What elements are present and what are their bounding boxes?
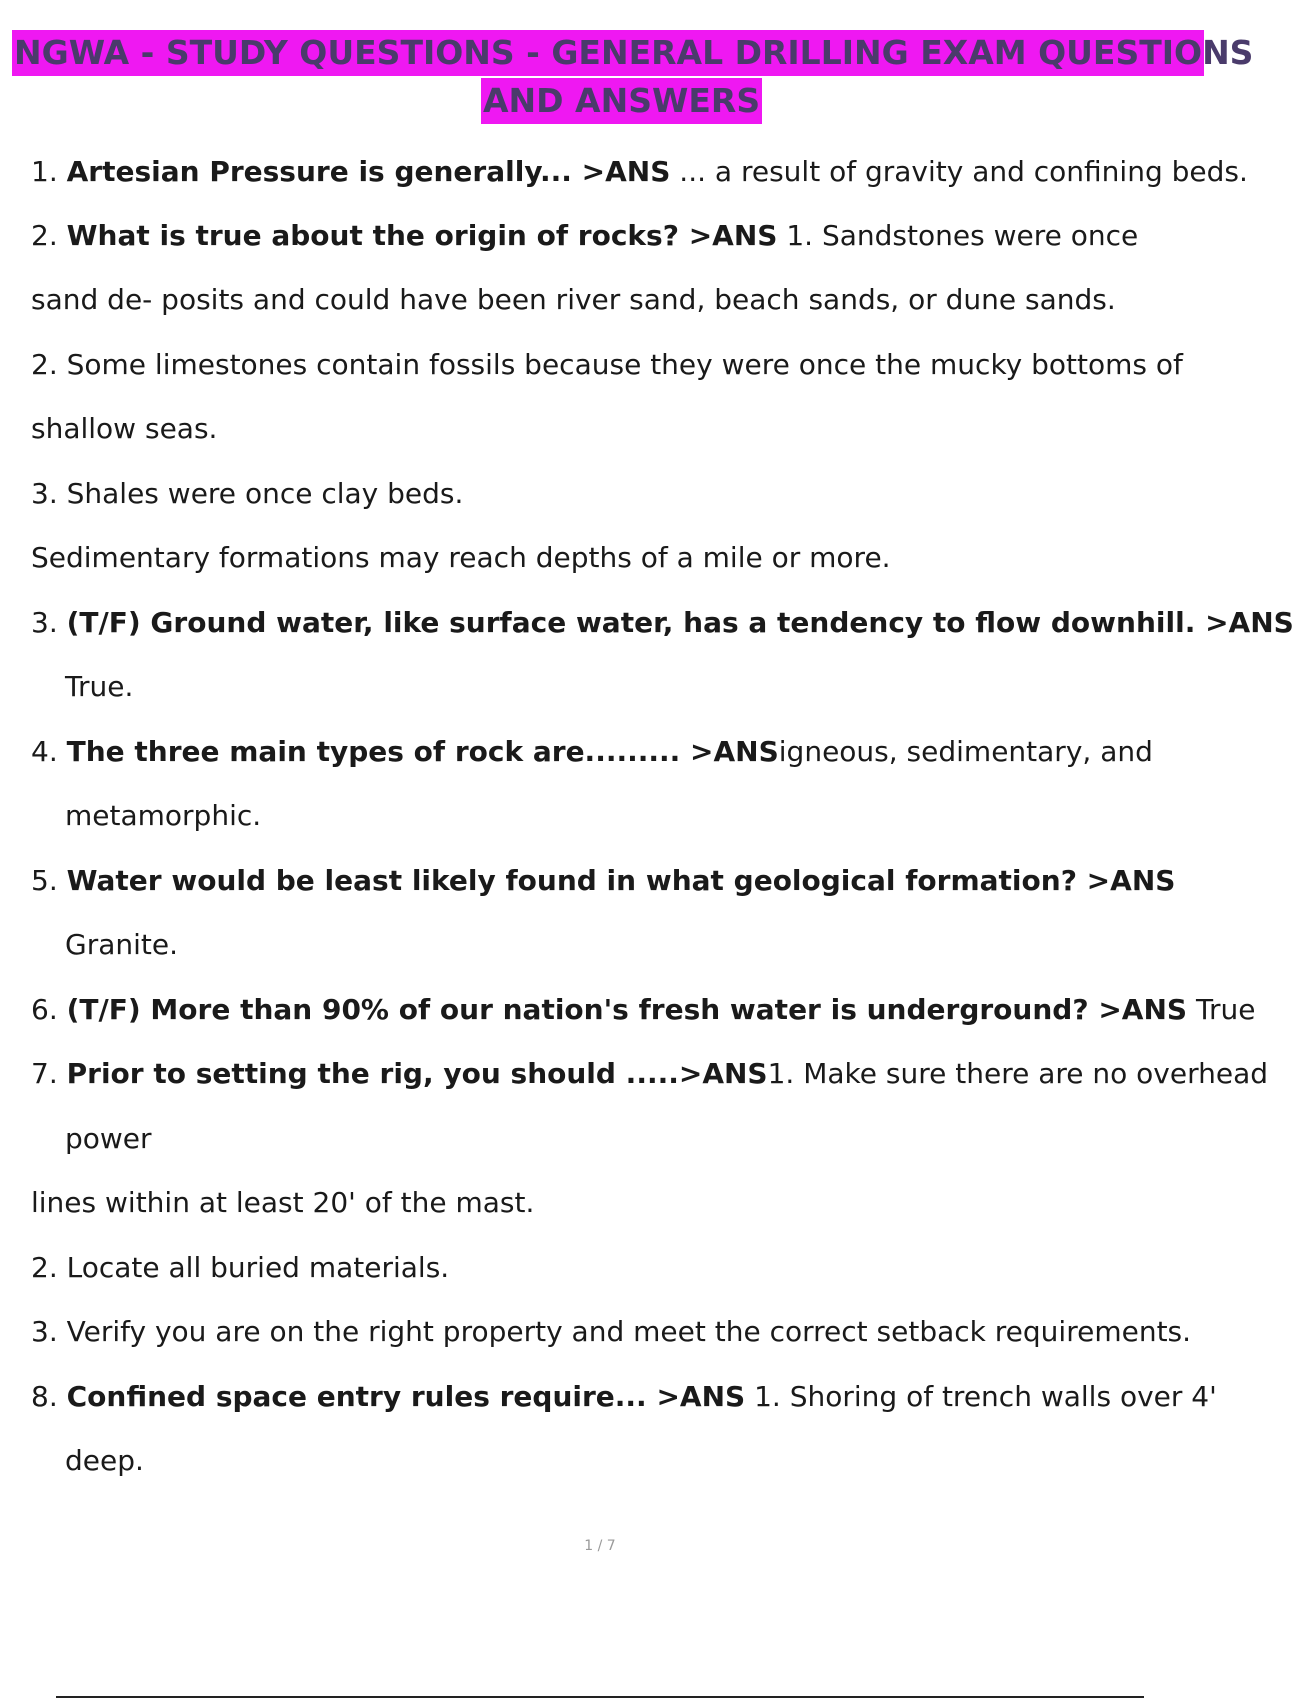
- question-number: 1.: [31, 155, 67, 188]
- answer-text: igneous, sedimentary, and: [778, 735, 1153, 768]
- answer-text: 1. Make sure there are no overhead: [767, 1057, 1269, 1090]
- answer-text: 1. Shoring of trench walls over 4': [745, 1380, 1217, 1413]
- title-line-1: NGWA - STUDY QUESTIONS - GENERAL DRILLING EXAM QUESTIONS: [12, 30, 1204, 76]
- title-line-2: AND ANSWERS: [481, 78, 762, 124]
- question-7: [31, 1054, 1268, 1094]
- question-text: The three main types of rock are......... >ANS: [66, 735, 779, 768]
- question-text: (T/F) More than 90% of our nation's fresh water is underground? >ANS: [66, 993, 1188, 1026]
- answer-continuation: 2. Some limestones contain fossils because they were once the mucky bottoms of: [31, 348, 1183, 381]
- answer-continuation: lines within at least 20' of the mast.: [31, 1186, 535, 1219]
- answer-continuation: sand de- posits and could have been river sand, beach sands, or dune sands.: [31, 283, 1116, 316]
- question-3: [31, 603, 1294, 643]
- question-number: 8.: [31, 1380, 67, 1413]
- question-text: Water would be least likely found in what geological formation? >ANS: [66, 864, 1176, 897]
- question-8: [31, 1377, 1217, 1417]
- answer-continuation: 2. Locate all buried materials.: [31, 1251, 450, 1284]
- question-4: [31, 732, 1153, 772]
- question-number: 7.: [31, 1057, 67, 1090]
- question-5: [31, 861, 1175, 901]
- answer-continuation: deep.: [65, 1444, 144, 1477]
- question-text: Artesian Pressure is generally... >ANS: [66, 155, 671, 188]
- question-number: 3.: [31, 606, 67, 639]
- answer-continuation: Granite.: [65, 928, 178, 961]
- answer-continuation: Sedimentary formations may reach depths of a mile or more.: [31, 541, 891, 574]
- question-text: Prior to setting the rig, you should .....>ANS: [66, 1057, 768, 1090]
- question-number: 2.: [31, 219, 67, 252]
- question-6: [31, 990, 1255, 1030]
- page-indicator: 1 / 7: [584, 1538, 616, 1554]
- question-number: 6.: [31, 993, 67, 1026]
- answer-text: True: [1187, 993, 1256, 1026]
- answer-text: 1. Sandstones were once: [777, 219, 1139, 252]
- answer-continuation: 3. Verify you are on the right property and meet the correct setback requirements.: [31, 1315, 1192, 1348]
- question-number: 5.: [31, 864, 67, 897]
- answer-continuation: shallow seas.: [31, 412, 218, 445]
- question-text: (T/F) Ground water, like surface water, has a tendency to flow downhill. >ANS: [66, 606, 1294, 639]
- question-1: [31, 152, 1248, 192]
- question-text: What is true about the origin of rocks? >ANS: [66, 219, 778, 252]
- answer-continuation: 3. Shales were once clay beds.: [31, 477, 464, 510]
- answer-text: ... a result of gravity and confining beds.: [670, 155, 1248, 188]
- question-2: [31, 216, 1138, 256]
- question-text: Confined space entry rules require... >ANS: [66, 1380, 746, 1413]
- answer-continuation: power: [65, 1122, 152, 1155]
- bottom-divider: [56, 1696, 1144, 1698]
- answer-continuation: True.: [65, 670, 134, 703]
- question-number: 4.: [31, 735, 67, 768]
- answer-continuation: metamorphic.: [65, 799, 262, 832]
